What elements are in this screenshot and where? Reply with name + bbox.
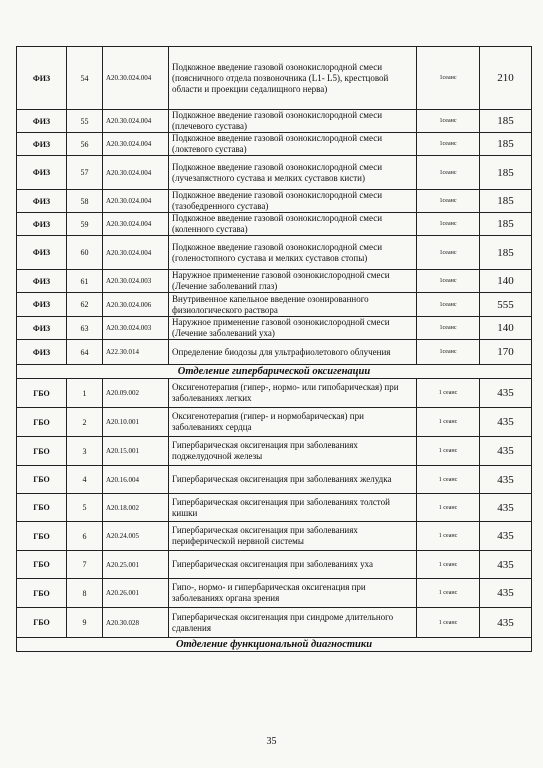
unit-cell: 1 сеанс <box>417 551 480 579</box>
table-row <box>17 340 532 365</box>
service-code-cell: А20.25.001 <box>103 551 169 579</box>
price-cell: 435 <box>480 494 532 522</box>
price-list-body <box>17 47 532 652</box>
price-list-table <box>16 46 532 652</box>
table-row <box>17 551 532 579</box>
price-cell: 555 <box>480 293 532 317</box>
service-name-cell: Подкожное введение газовой озонокислородной смеси (тазобедренного сустава) <box>169 190 417 213</box>
service-code-cell: А20.30.028 <box>103 608 169 638</box>
table-row <box>17 379 532 408</box>
department-cell: ГБО <box>17 551 67 579</box>
price-cell: 435 <box>480 379 532 408</box>
service-code-cell: А20.30.024.004 <box>103 236 169 270</box>
service-code-cell: А20.30.024.006 <box>103 293 169 317</box>
table-row <box>17 579 532 608</box>
table-row <box>17 213 532 236</box>
department-cell: ФИЗ <box>17 293 67 317</box>
table-row <box>17 110 532 133</box>
section-title: Отделение функциональной диагностики <box>17 638 532 652</box>
price-cell: 170 <box>480 340 532 365</box>
service-name-cell: Подкожное введение газовой озонокислородной смеси (плечевого сустава) <box>169 110 417 133</box>
service-code-cell: А20.30.024.004 <box>103 156 169 190</box>
unit-cell: 1сеанс <box>417 293 480 317</box>
price-cell: 140 <box>480 317 532 340</box>
service-name-cell: Наружное применение газовой озонокислородной смеси (Лечение заболеваний глаз) <box>169 270 417 293</box>
service-name-cell: Гипербарическая оксигенация при заболеваниях желудка <box>169 466 417 494</box>
department-cell: ГБО <box>17 522 67 551</box>
department-cell: ГБО <box>17 379 67 408</box>
service-name-cell: Гипербарическая оксигенация при заболеваниях поджелудочной железы <box>169 437 417 466</box>
row-number-cell: 3 <box>67 437 103 466</box>
service-name-cell: Подкожное введение газовой озонокислородной смеси (лучезапястного сустава и мелких суставов кисти) <box>169 156 417 190</box>
row-number-cell: 9 <box>67 608 103 638</box>
department-cell: ФИЗ <box>17 156 67 190</box>
table-row <box>17 522 532 551</box>
department-cell: ФИЗ <box>17 133 67 156</box>
department-cell: ГБО <box>17 579 67 608</box>
unit-cell: 1сеанс <box>417 340 480 365</box>
service-name-cell: Гипо-, нормо- и гипербарическая оксигенация при заболеваниях органа зрения <box>169 579 417 608</box>
unit-cell: 1сеанс <box>417 270 480 293</box>
department-cell: ГБО <box>17 408 67 437</box>
price-cell: 185 <box>480 156 532 190</box>
unit-cell: 1сеанс <box>417 110 480 133</box>
service-code-cell: А20.30.024.003 <box>103 317 169 340</box>
price-cell: 210 <box>480 47 532 110</box>
service-code-cell: А20.16.004 <box>103 466 169 494</box>
section-header-hyperbaric <box>17 365 532 379</box>
section-header-functional-diagnostics <box>17 638 532 652</box>
department-cell: ГБО <box>17 466 67 494</box>
price-cell: 185 <box>480 110 532 133</box>
row-number-cell: 57 <box>67 156 103 190</box>
row-number-cell: 64 <box>67 340 103 365</box>
service-name-cell: Гипербарическая оксигенация при синдроме длительного сдавления <box>169 608 417 638</box>
row-number-cell: 4 <box>67 466 103 494</box>
service-code-cell: А20.26.001 <box>103 579 169 608</box>
table-row <box>17 190 532 213</box>
row-number-cell: 54 <box>67 47 103 110</box>
service-code-cell: А20.30.024.004 <box>103 213 169 236</box>
table-row <box>17 156 532 190</box>
department-cell: ГБО <box>17 437 67 466</box>
table-row <box>17 317 532 340</box>
row-number-cell: 62 <box>67 293 103 317</box>
row-number-cell: 55 <box>67 110 103 133</box>
row-number-cell: 56 <box>67 133 103 156</box>
unit-cell: 1 сеанс <box>417 437 480 466</box>
price-cell: 435 <box>480 466 532 494</box>
unit-cell: 1сеанс <box>417 156 480 190</box>
page-number: 35 <box>266 736 277 747</box>
service-code-cell: А20.30.024.004 <box>103 190 169 213</box>
table-row <box>17 608 532 638</box>
table-row <box>17 466 532 494</box>
row-number-cell: 59 <box>67 213 103 236</box>
unit-cell: 1сеанс <box>417 47 480 110</box>
service-code-cell: А20.10.001 <box>103 408 169 437</box>
unit-cell: 1сеанс <box>417 213 480 236</box>
table-row <box>17 47 532 110</box>
unit-cell: 1сеанс <box>417 236 480 270</box>
unit-cell: 1 сеанс <box>417 408 480 437</box>
price-cell: 140 <box>480 270 532 293</box>
price-cell: 435 <box>480 408 532 437</box>
service-name-cell: Гипербарическая оксигенация при заболеваниях уха <box>169 551 417 579</box>
price-cell: 435 <box>480 437 532 466</box>
department-cell: ФИЗ <box>17 317 67 340</box>
table-row <box>17 270 532 293</box>
service-code-cell: А20.24.005 <box>103 522 169 551</box>
service-code-cell: А20.30.024.004 <box>103 47 169 110</box>
unit-cell: 1сеанс <box>417 317 480 340</box>
unit-cell: 1сеанс <box>417 133 480 156</box>
row-number-cell: 1 <box>67 379 103 408</box>
department-cell: ГБО <box>17 608 67 638</box>
row-number-cell: 6 <box>67 522 103 551</box>
price-cell: 185 <box>480 213 532 236</box>
department-cell: ФИЗ <box>17 236 67 270</box>
price-cell: 435 <box>480 579 532 608</box>
service-name-cell: Определение биодозы для ультрафиолетового облучения <box>169 340 417 365</box>
row-number-cell: 8 <box>67 579 103 608</box>
department-cell: ГБО <box>17 494 67 522</box>
service-name-cell: Подкожное введение газовой озонокислородной смеси (коленного сустава) <box>169 213 417 236</box>
price-cell: 435 <box>480 522 532 551</box>
row-number-cell: 5 <box>67 494 103 522</box>
unit-cell: 1 сеанс <box>417 579 480 608</box>
service-name-cell: Подкожное введение газовой озонокислородной смеси (голеностопного сустава и мелких суставов стопы) <box>169 236 417 270</box>
service-name-cell: Гипербарическая оксигенация при заболеваниях толстой кишки <box>169 494 417 522</box>
row-number-cell: 63 <box>67 317 103 340</box>
price-cell: 185 <box>480 190 532 213</box>
department-cell: ФИЗ <box>17 190 67 213</box>
row-number-cell: 7 <box>67 551 103 579</box>
service-code-cell: А20.15.001 <box>103 437 169 466</box>
department-cell: ФИЗ <box>17 213 67 236</box>
price-cell: 185 <box>480 133 532 156</box>
table-row <box>17 408 532 437</box>
department-cell: ФИЗ <box>17 270 67 293</box>
service-name-cell: Гипербарическая оксигенация при заболеваниях периферической нервной системы <box>169 522 417 551</box>
service-name-cell: Оксигенотерапия (гипер- и нормобарическая) при заболеваниях сердца <box>169 408 417 437</box>
price-cell: 435 <box>480 551 532 579</box>
service-name-cell: Наружное применение газовой озонокислородной смеси (Лечение заболеваний уха) <box>169 317 417 340</box>
price-cell: 435 <box>480 608 532 638</box>
row-number-cell: 2 <box>67 408 103 437</box>
unit-cell: 1 сеанс <box>417 608 480 638</box>
service-name-cell: Оксигенотерапия (гипер-, нормо- или гипобарическая) при заболеваниях легких <box>169 379 417 408</box>
service-name-cell: Подкожное введение газовой озонокислородной смеси (локтевого сустава) <box>169 133 417 156</box>
unit-cell: 1 сеанс <box>417 522 480 551</box>
table-row <box>17 133 532 156</box>
service-code-cell: А20.30.024.003 <box>103 270 169 293</box>
service-name-cell: Подкожное введение газовой озонокислородной смеси (поясничного отдела позвоночника (L1- L5), крестцовой области и проекции седалищного нерва) <box>169 47 417 110</box>
row-number-cell: 60 <box>67 236 103 270</box>
department-cell: ФИЗ <box>17 47 67 110</box>
unit-cell: 1сеанс <box>417 190 480 213</box>
unit-cell: 1 сеанс <box>417 466 480 494</box>
table-row <box>17 293 532 317</box>
unit-cell: 1 сеанс <box>417 379 480 408</box>
unit-cell: 1 сеанс <box>417 494 480 522</box>
service-name-cell: Внутривенное капельное введение озонированного физиологического раствора <box>169 293 417 317</box>
service-code-cell: А20.09.002 <box>103 379 169 408</box>
service-code-cell: А20.18.002 <box>103 494 169 522</box>
section-title: Отделение гипербарической оксигенации <box>17 365 532 379</box>
department-cell: ФИЗ <box>17 110 67 133</box>
row-number-cell: 61 <box>67 270 103 293</box>
department-cell: ФИЗ <box>17 340 67 365</box>
service-code-cell: А20.30.024.004 <box>103 133 169 156</box>
table-row <box>17 494 532 522</box>
table-row <box>17 236 532 270</box>
price-cell: 185 <box>480 236 532 270</box>
row-number-cell: 58 <box>67 190 103 213</box>
service-code-cell: А20.30.024.004 <box>103 110 169 133</box>
table-row <box>17 437 532 466</box>
service-code-cell: А22.30.014 <box>103 340 169 365</box>
